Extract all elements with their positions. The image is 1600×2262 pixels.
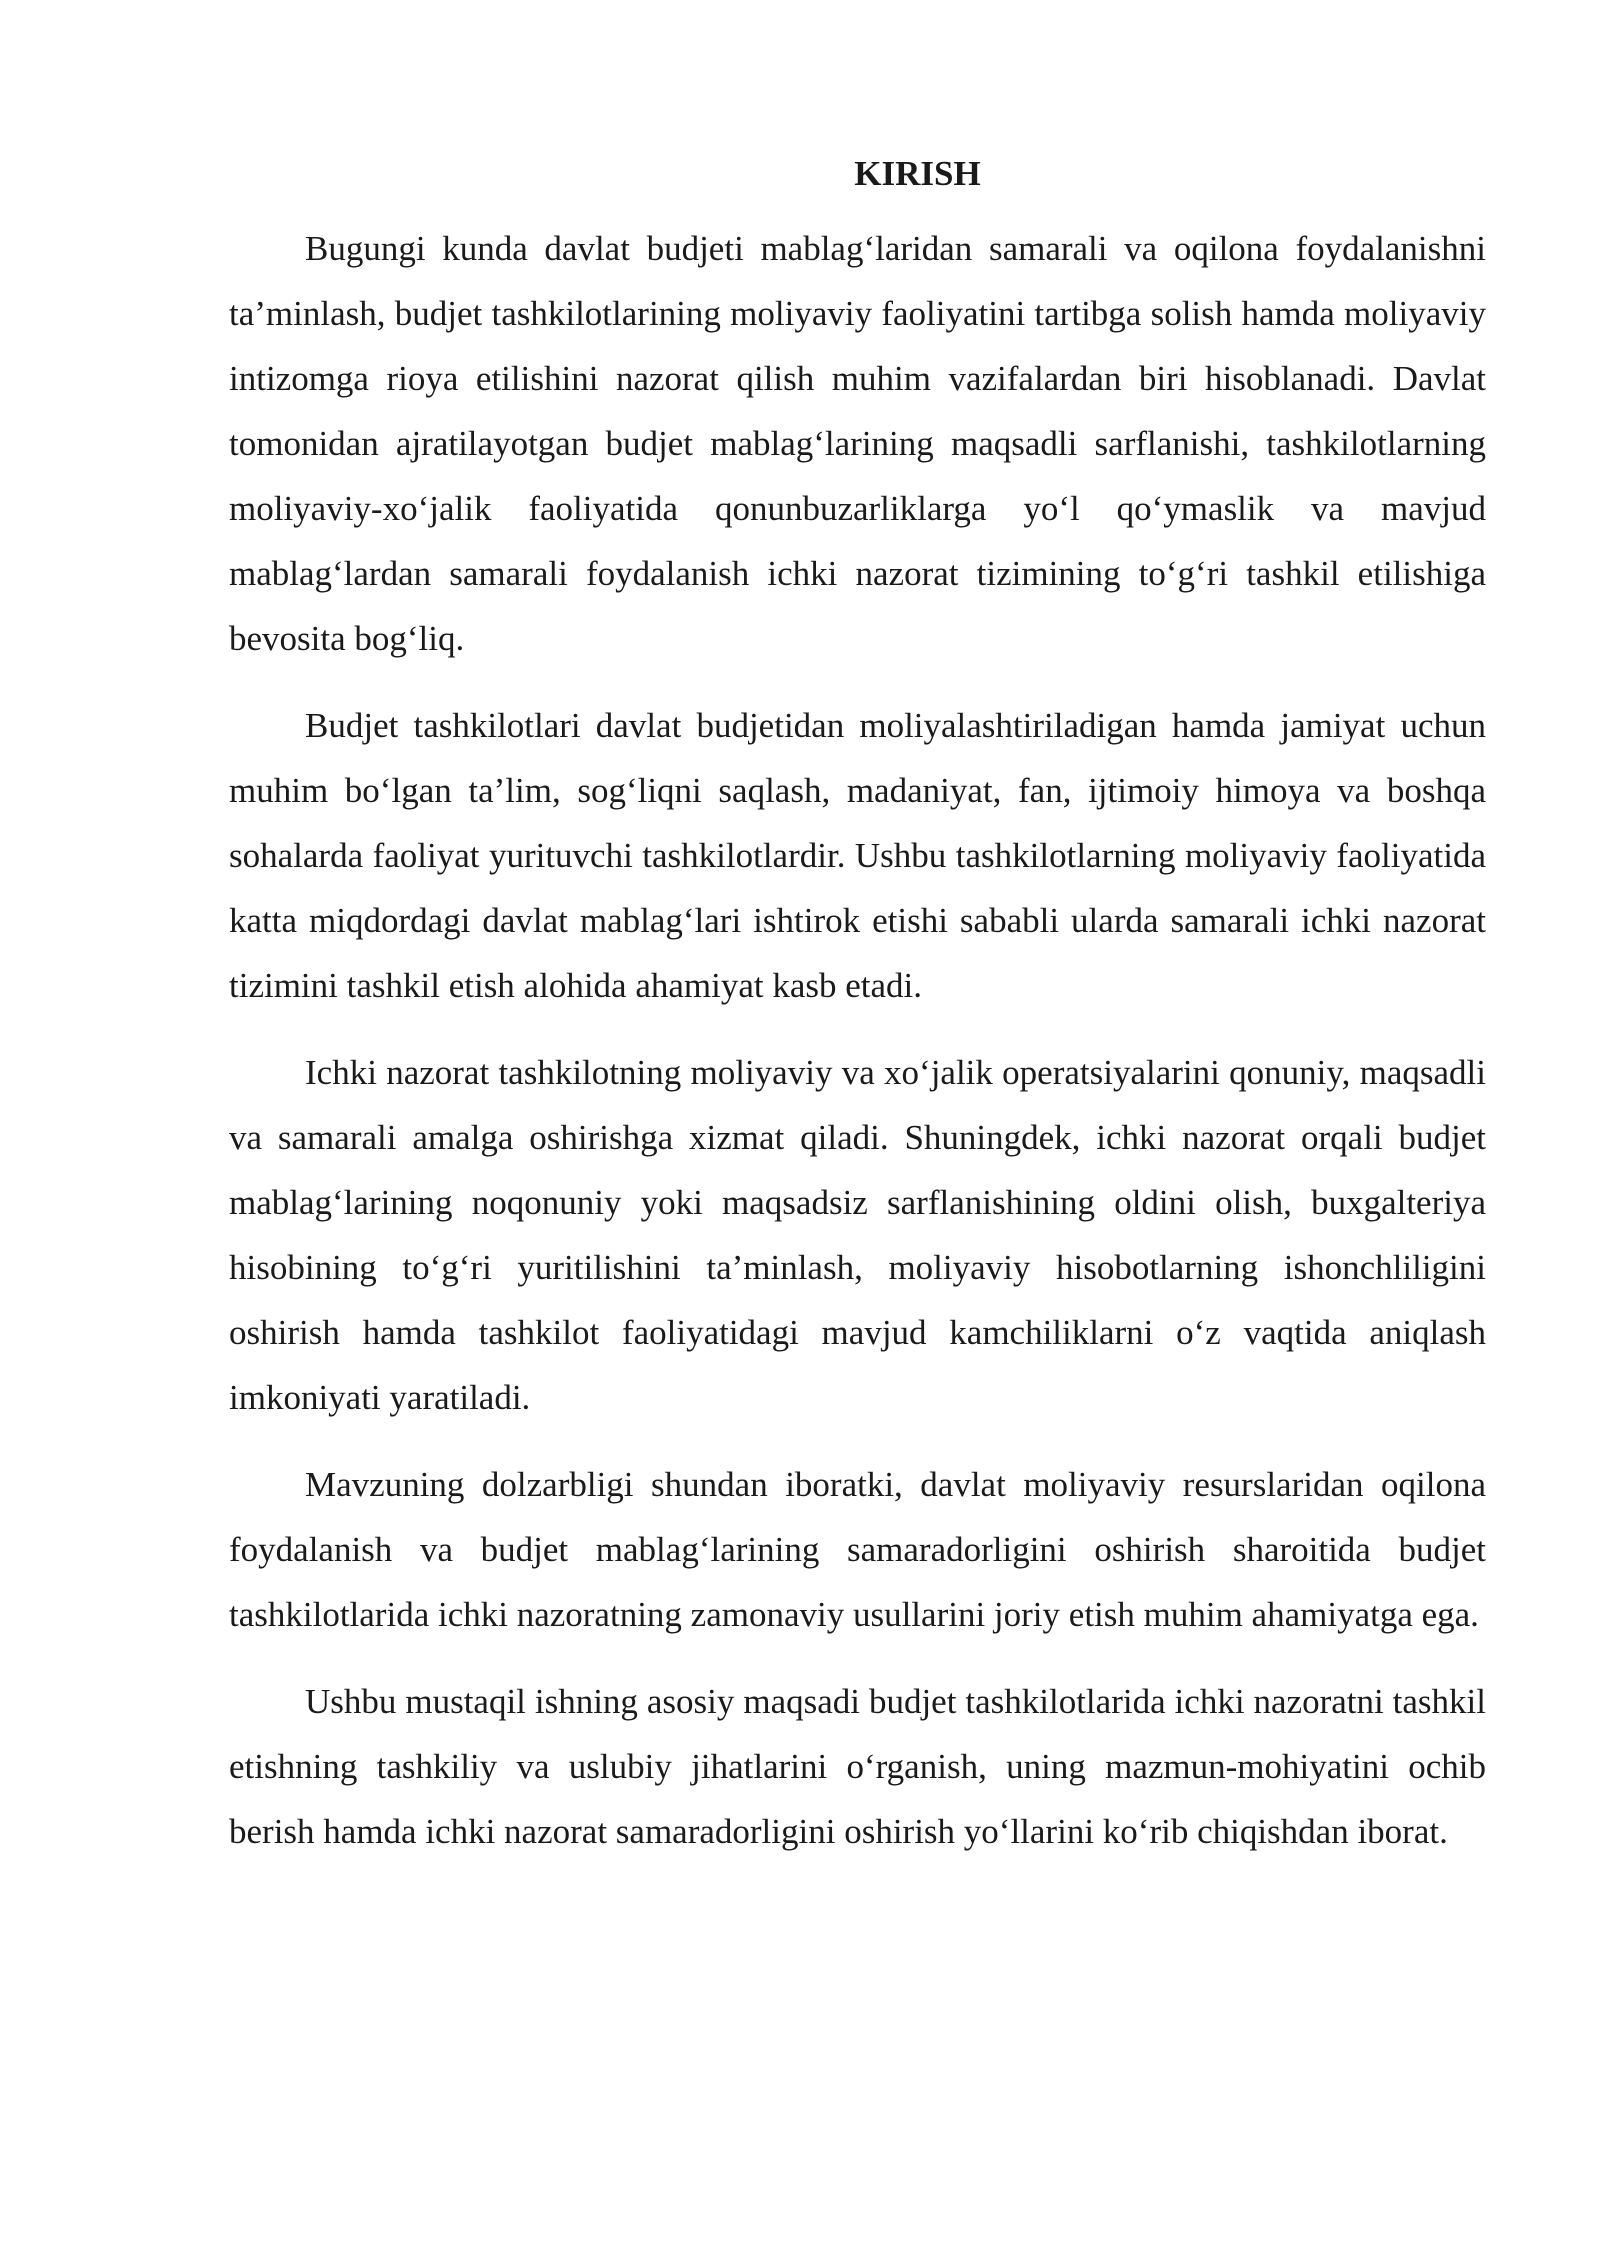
document-body xyxy=(229,150,1486,1886)
paragraph-2: Budjet tashkilotlari davlat budjetidan moliyalashtiriladigan hamda jamiyat uchun muhim bo‘lgan ta’lim, sog‘liqni saqlash, madaniyat, fan, ijtimoiy himoya va boshqa sohalarda faoliyat yurituvchi tashkilotlardir. Ushbu tashkilotlarning moliyaviy faoliyatida katta miqdordagi davlat mablag‘lari ishtirok etishi sababli ularda samarali ichki nazorat tizimini tashkil etish alohida ahamiyat kasb etadi. xyxy=(229,706,1486,1005)
section-title: KIRISH xyxy=(854,154,981,193)
paragraph-3: Ichki nazorat tashkilotning moliyaviy va xo‘jalik operatsiyalarini qonuniy, maqsadli va samarali amalga oshirishga xizmat qiladi. Shuningdek, ichki nazorat orqali budjet mablag‘larining noqonuniy yoki maqsadsiz sarflanishining oldini olish, buxgalteriya hisobining to‘g‘ri yuritilishini ta’minlash, moliyaviy hisobotlarning ishonchliligini oshirish hamda tashkilot faoliyatidagi mavjud kamchiliklarni o‘z vaqtida aniqlash imkoniyati yaratiladi. xyxy=(229,1053,1486,1417)
paragraph-1: Bugungi kunda davlat budjeti mablag‘laridan samarali va oqilona foydalanishni ta’minlash, budjet tashkilotlarining moliyaviy faoliyatini tartibga solish hamda moliyaviy intizomga rioya etilishini nazorat qilish muhim vazifalardan biri hisoblanadi. Davlat tomonidan ajratilayotgan budjet mablag‘larining maqsadli sarflanishi, tashkilotlarning moliyaviy-xo‘jalik faoliyatida qonunbuzarliklarga yo‘l qo‘ymaslik va mavjud mablag‘lardan samarali foydalanish ichki nazorat tizimining to‘g‘ri tashkil etilishiga bevosita bog‘liq. xyxy=(229,229,1486,658)
paragraph-5: Ushbu mustaqil ishning asosiy maqsadi budjet tashkilotlarida ichki nazoratni tashkil etishning tashkiliy va uslubiy jihatlarini o‘rganish, uning mazmun-mohiyatini ochib berish hamda ichki nazorat samaradorligini oshirish yo‘llarini ko‘rib chiqishdan iborat. xyxy=(229,1682,1486,1851)
paragraph-4: Mavzuning dolzarbligi shundan iboratki, davlat moliyaviy resurslaridan oqilona foydalanish va budjet mablag‘larining samaradorligini oshirish sharoitida budjet tashkilotlarida ichki nazoratning zamonaviy usullarini joriy etish muhim ahamiyatga ega. xyxy=(229,1465,1486,1634)
